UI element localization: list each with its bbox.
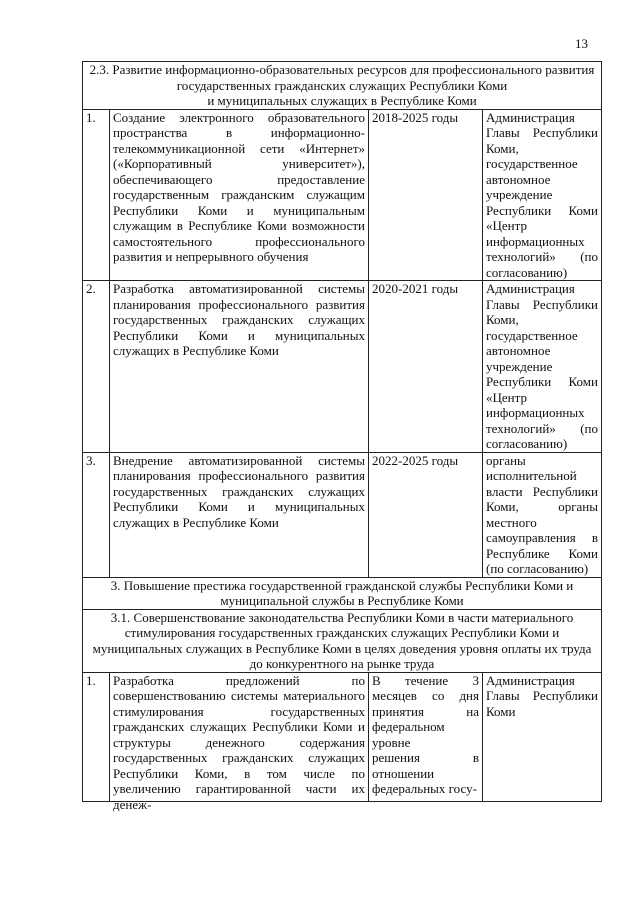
section-heading-row bbox=[83, 577, 602, 609]
page-number: 13 bbox=[575, 36, 588, 51]
table-row bbox=[83, 281, 602, 453]
row-number: 3. bbox=[83, 452, 110, 577]
section-3-1-heading: 3.1. Совершенствование законодательства Республики Коми в части материального стимулирования государственных гражданских служащих Республики Коми и муниципальных служащих в Республике Коми в целях доведения уровня оплаты их труда до конкурентного на рынке труда bbox=[83, 609, 602, 672]
table-row bbox=[83, 109, 602, 281]
measures-table bbox=[82, 61, 602, 812]
task-cell: Внедрение автоматизированной системы планирования профессионального развития государственных гражданских служащих Республики Коми и муниципальных служащих в Республике Коми bbox=[110, 452, 369, 577]
row-number: 1. bbox=[83, 672, 110, 801]
task-text: Разработка предложений по совершенствованию системы материального стимулирования государственных гражданских служащих Республики Коми и структуры денежного содержания государственных гражданских служащих Республики Коми, в том числе по увеличению гарантированной части их денеж- bbox=[113, 672, 365, 812]
executor-cell: Администрация Главы Республики Коми, государственное автономное учреждение Республики Коми «Центр информационных технологий» (по согласованию) bbox=[483, 109, 602, 281]
task-cell bbox=[110, 672, 369, 812]
task-cell: Разработка автоматизированной системы планирования профессионального развития государственных гражданских служащих Республики Коми и муниципальных служащих в Республике Коми bbox=[110, 281, 369, 453]
period-cell: 2020-2021 годы bbox=[369, 281, 483, 453]
period-cell: 2018-2025 годы bbox=[369, 109, 483, 281]
period-cell bbox=[369, 672, 483, 801]
executor-cell: органы исполнительной власти Республики Коми, органы местного самоуправления в Республике Коми (по согласованию) bbox=[483, 452, 602, 577]
section-heading-row bbox=[83, 609, 602, 672]
section-2-3-heading: 2.3. Развитие информационно-образовательных ресурсов для профессионального развития государственных гражданских служащих Республики Коми и муниципальных служащих в Республике Коми bbox=[83, 62, 602, 110]
task-cell: Создание электронного образовательного пространства в информационно-телекоммуникационной сети «Интернет» («Корпоративный университет»), обеспечивающего предоставление государственным гражданским служащим Республики Коми и муниципальным служащим в Республике Коми возможности самостоятельного профессионального развития и непрерывного обучения bbox=[110, 109, 369, 281]
table-row bbox=[83, 452, 602, 577]
section-3-heading: 3. Повышение престижа государственной гражданской службы Республики Коми и муниципальной службы в Республике Коми bbox=[83, 577, 602, 609]
row-number: 2. bbox=[83, 281, 110, 453]
executor-cell: Администрация Главы Республики Коми, государственное автономное учреждение Республики Коми «Центр информационных технологий» (по согласованию) bbox=[483, 281, 602, 453]
executor-cell: Администрация Главы Республики Коми bbox=[483, 672, 602, 801]
period-text: В течение 3 месяцев со дня принятия на федеральном уровне решения в отношении федеральных госу- bbox=[372, 672, 479, 796]
period-cell: 2022-2025 годы bbox=[369, 452, 483, 577]
row-number: 1. bbox=[83, 109, 110, 281]
section-heading-row bbox=[83, 62, 602, 110]
table-row bbox=[83, 672, 602, 801]
